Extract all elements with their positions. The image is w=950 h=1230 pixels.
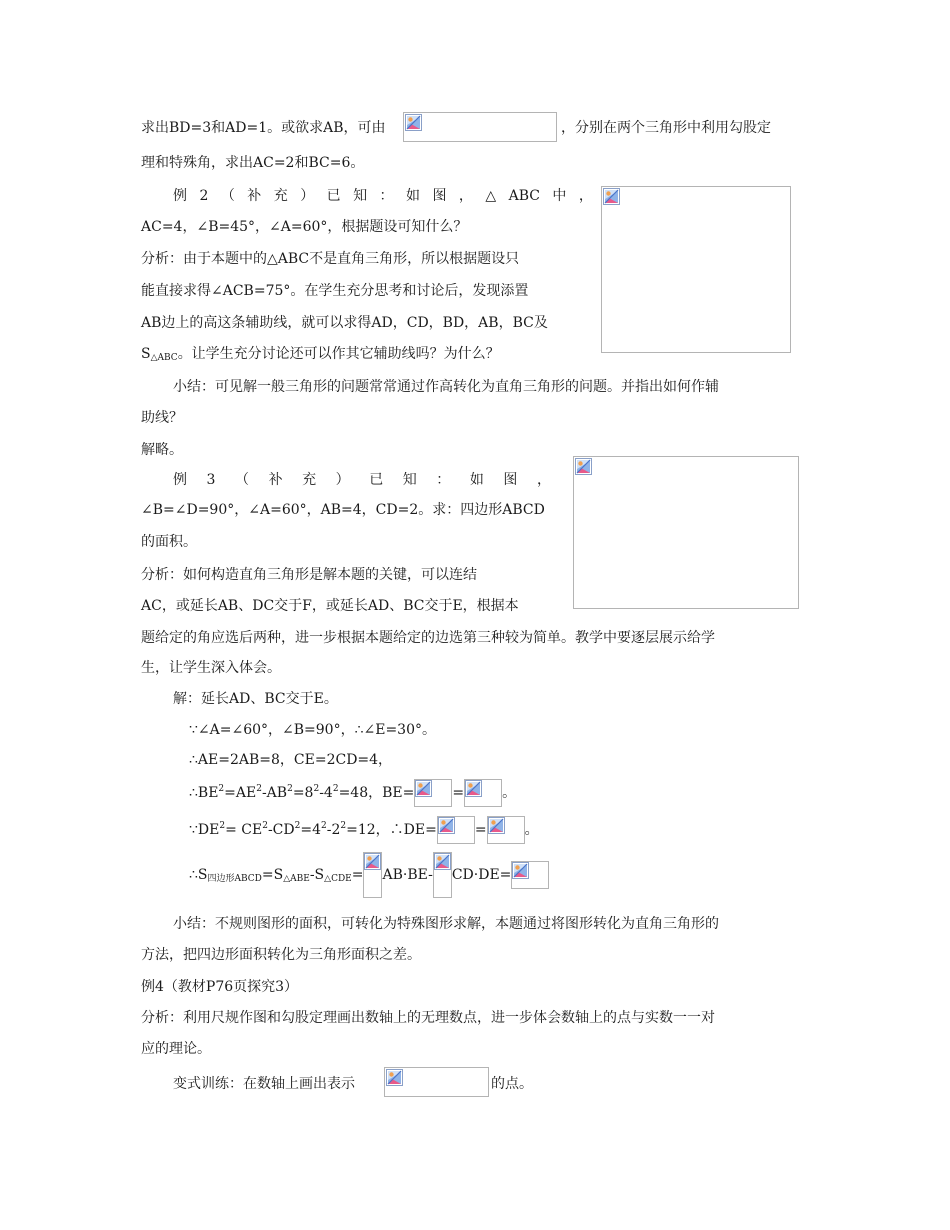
broken-image-icon: [438, 817, 455, 834]
broken-image-icon: [575, 458, 592, 475]
text-line: [561, 118, 771, 138]
text-segment: 变式训练：在数轴上画出表示: [173, 1076, 355, 1092]
text-line: 分析：由于本题中的△ABC不是直角三角形，所以根据题设只: [141, 251, 520, 267]
heading-token: 如: [469, 472, 484, 488]
solution-step: [189, 852, 549, 898]
heading-token: 3: [206, 472, 216, 488]
math-superscript: 2: [287, 784, 293, 794]
broken-image-icon: [512, 862, 529, 879]
broken-image-icon: [488, 817, 505, 834]
math-subscript: △ABE: [283, 874, 310, 884]
text-line: [173, 1074, 355, 1094]
text-segment: 求出BD=3和AD=1。或欲求AB，可由: [141, 120, 386, 136]
heading-token: 充: [302, 472, 317, 488]
text-line: 能直接求得∠ACB=75°。在学生充分思考和讨论后，发现添置: [141, 283, 529, 299]
text-segment: =S: [261, 867, 284, 883]
text-segment: ∴BE: [189, 785, 219, 801]
text-line: ∠B=∠D=90°，∠A=60°，AB=4，CD=2。求：四边形ABCD: [141, 502, 545, 518]
fraction-image-placeholder: [363, 852, 382, 898]
text-line: 方法，把四边形面积转化为三角形面积之差。: [141, 947, 421, 963]
text-segment: -AB: [261, 785, 288, 801]
text-line: [141, 118, 386, 138]
heading-token: ABC: [508, 188, 540, 204]
math-subscript: △ABC: [150, 353, 178, 363]
heading-token: △: [485, 188, 497, 204]
math-symbol: S: [141, 346, 151, 362]
formula-image-placeholder: [414, 779, 452, 807]
math-superscript: 2: [332, 784, 339, 794]
broken-image-icon: [415, 780, 432, 797]
heading-token: （: [235, 472, 250, 488]
heading-token: 充: [273, 188, 288, 204]
math-superscript: 2: [313, 784, 320, 794]
example-3-heading: [173, 470, 551, 490]
heading-token: 补: [247, 188, 262, 204]
text-line: 理和特殊角，求出AC=2和BC=6。: [141, 155, 365, 171]
text-segment: =: [351, 867, 364, 883]
text-segment: ，分别在两个三角形中利用勾股定: [561, 120, 771, 136]
text-line: 题给定的角应选后两种，进一步根据本题给定的边选第三种较为简单。教学中要逐层展示给学: [141, 630, 715, 646]
math-subscript: △CDE: [324, 874, 352, 884]
text-segment: -S: [309, 867, 325, 883]
text-segment: CD·DE=: [451, 867, 512, 883]
text-line: 分析：如何构造直角三角形是解本题的关键，可以连结: [141, 567, 477, 583]
text-segment: -CD: [267, 822, 295, 838]
text-line: 助线？: [141, 410, 183, 426]
broken-image-icon: [434, 853, 451, 870]
text-segment: =: [474, 822, 487, 838]
fraction-image-placeholder: [433, 852, 452, 898]
text-segment: =AE: [224, 785, 257, 801]
math-superscript: 2: [340, 821, 347, 831]
formula-image-placeholder: [464, 779, 502, 807]
text-line: 的面积。: [141, 534, 197, 550]
formula-image-placeholder: [403, 112, 557, 142]
math-superscript: 2: [256, 784, 262, 794]
heading-token: 知: [353, 188, 368, 204]
formula-image-placeholder: [437, 816, 475, 844]
math-superscript: 2: [219, 821, 226, 831]
example-2-heading: [173, 186, 593, 206]
broken-image-icon: [465, 780, 482, 797]
formula-image-placeholder: [487, 816, 525, 844]
heading-token: 中: [552, 188, 567, 204]
formula-image-placeholder: [511, 861, 549, 889]
text-line: 小结：可见解一般三角形的问题常常通过作高转化为直角三角形的问题。并指出如何作辅: [173, 379, 719, 395]
text-line: 小结：不规则图形的面积，可转化为特殊图形求解，本题通过将图形转化为直角三角形的: [173, 916, 719, 932]
math-superscript: 2: [262, 821, 268, 831]
text-segment: 。: [524, 822, 539, 838]
solution-step: [189, 779, 516, 803]
text-line: 应的理论。: [141, 1041, 211, 1057]
text-segment: =48，BE=: [338, 785, 415, 801]
heading-token: 例: [173, 472, 187, 488]
text-segment: ∵DE: [189, 822, 220, 838]
text-line: 分析：利用尺规作图和勾股定理画出数轴上的无理数点，进一步体会数轴上的点与实数一一对: [141, 1010, 715, 1026]
heading-token: ，: [458, 188, 473, 204]
text-segment: 。让学生充分讨论还可以作其它辅助线吗？为什么？: [177, 346, 500, 362]
heading-token: 图: [503, 472, 518, 488]
solution-step: [189, 816, 539, 840]
broken-image-icon: [364, 853, 381, 870]
text-line: [141, 344, 500, 364]
text-line: AC，或延长AB、DC交于F，或延长AD、BC交于E，根据本: [141, 598, 519, 614]
text-segment: -4: [319, 785, 333, 801]
heading-token: ：: [379, 188, 394, 204]
text-segment: =: [452, 785, 465, 801]
text-segment: = CE: [225, 822, 263, 838]
text-line: 生，让学生深入体会。: [141, 660, 281, 676]
broken-image-icon: [603, 188, 620, 205]
text-line: [491, 1074, 533, 1094]
text-segment: 。: [502, 785, 517, 801]
text-segment: -2: [326, 822, 341, 838]
solution-step: ∴AE=2AB=8，CE=2CD=4，: [189, 752, 393, 768]
text-line: AB边上的高这条辅助线，就可以求得AD，CD，BD，AB，BC及: [141, 315, 548, 331]
text-segment: ∴S: [189, 867, 208, 883]
text-line: 解略。: [141, 442, 183, 458]
heading-token: ）: [335, 472, 350, 488]
heading-token: ：: [436, 472, 451, 488]
math-subscript: 四边形ABCD: [207, 874, 262, 884]
heading-token: 2: [199, 188, 209, 204]
heading-token: 例: [173, 188, 187, 204]
text-segment: 的点。: [491, 1076, 533, 1092]
figure-image-placeholder: [601, 186, 791, 353]
text-line: AC=4，∠B=45°，∠A=60°，根据题设可知什么？: [141, 219, 468, 235]
heading-token: 补: [268, 472, 283, 488]
text-segment: =8: [292, 785, 314, 801]
heading-token: 已: [326, 188, 341, 204]
solution-step: ∵∠A=∠60°，∠B=90°，∴∠E=30°。: [189, 722, 436, 738]
math-superscript: 2: [218, 784, 225, 794]
text-line: 例4（教材P76页探究3）: [141, 979, 299, 995]
heading-token: 如: [406, 188, 420, 204]
formula-image-placeholder: [384, 1067, 489, 1097]
heading-token: ，: [578, 188, 593, 204]
heading-token: 图: [432, 188, 447, 204]
heading-token: 已: [369, 472, 384, 488]
text-segment: =12，∴DE=: [346, 822, 437, 838]
heading-token: （: [220, 188, 235, 204]
math-superscript: 2: [294, 821, 301, 831]
broken-image-icon: [386, 1069, 403, 1086]
heading-token: 知: [402, 472, 417, 488]
broken-image-icon: [405, 114, 422, 131]
math-superscript: 2: [321, 821, 327, 831]
text-segment: AB·BE-: [382, 867, 433, 883]
text-segment: =4: [300, 822, 321, 838]
figure-image-placeholder: [573, 456, 799, 609]
heading-token: ）: [300, 188, 315, 204]
heading-token: ，: [536, 472, 551, 488]
text-line: 解：延长AD、BC交于E。: [173, 691, 338, 707]
